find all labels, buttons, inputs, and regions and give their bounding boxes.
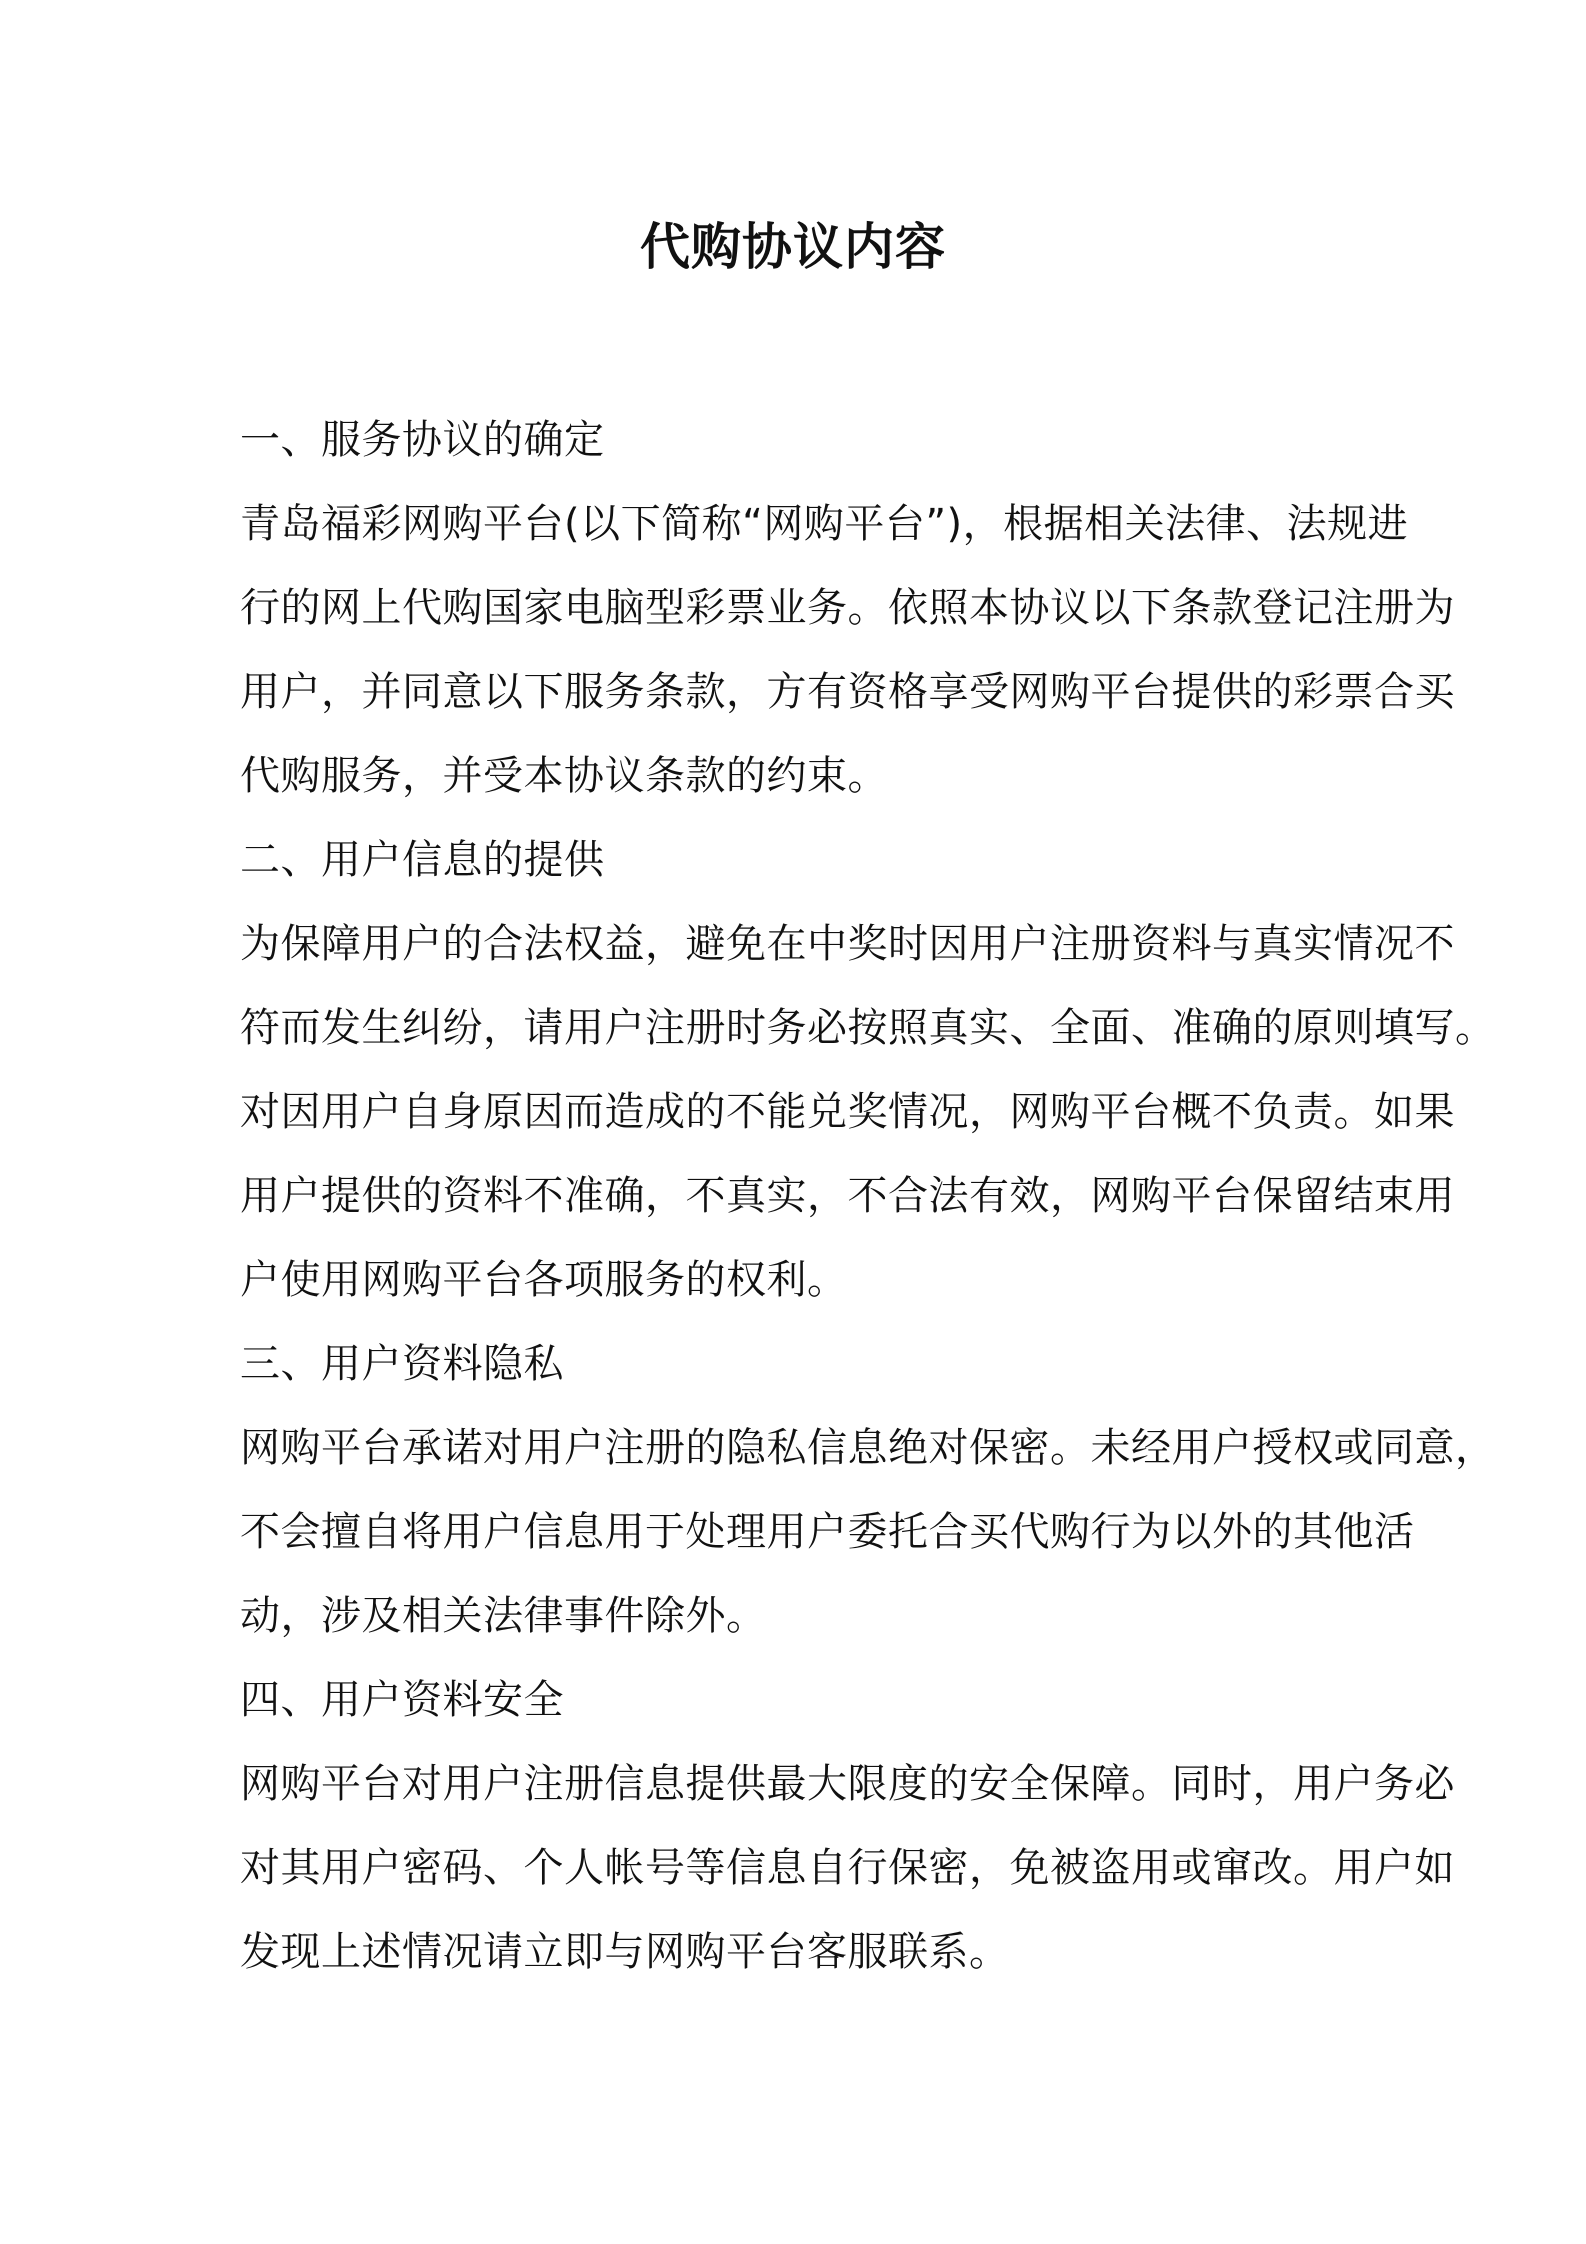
paragraph-line: 网购平台承诺对用户注册的隐私信息绝对保密。未经用户授权或同意， bbox=[240, 1425, 1496, 1471]
paragraph-line: 发现上述情况请立即与网购平台客服联系。 bbox=[240, 1929, 1010, 1975]
paragraph-line: 动，涉及相关法律事件除外。 bbox=[240, 1593, 767, 1639]
section-user-privacy bbox=[240, 1322, 1496, 1658]
paragraph-line: 为保障用户的合法权益，避免在中奖时因用户注册资料与真实情况不 bbox=[240, 921, 1455, 967]
paragraph-line: 户使用网购平台各项服务的权利。 bbox=[240, 1257, 848, 1303]
paragraph-line: 网购平台对用户注册信息提供最大限度的安全保障。同时，用户务必 bbox=[240, 1761, 1455, 1807]
section-heading: 一、服务协议的确定 bbox=[240, 417, 605, 463]
document-body bbox=[240, 398, 1496, 1994]
paragraph-line: 用户提供的资料不准确，不真实，不合法有效，网购平台保留结束用 bbox=[240, 1173, 1455, 1219]
paragraph-line: 行的网上代购国家电脑型彩票业务。依照本协议以下条款登记注册为 bbox=[240, 585, 1455, 631]
section-heading: 三、用户资料隐私 bbox=[240, 1341, 564, 1387]
paragraph-line: 对其用户密码、个人帐号等信息自行保密，免被盗用或窜改。用户如 bbox=[240, 1845, 1455, 1891]
section-service-agreement bbox=[240, 398, 1455, 818]
paragraph-line: 符而发生纠纷，请用户注册时务必按照真实、全面、准确的原则填写。 bbox=[240, 1005, 1496, 1051]
section-heading: 四、用户资料安全 bbox=[240, 1677, 564, 1723]
section-heading: 二、用户信息的提供 bbox=[240, 837, 605, 883]
document-title: 代购协议内容 bbox=[640, 218, 946, 276]
paragraph-line: 不会擅自将用户信息用于处理用户委托合买代购行为以外的其他活 bbox=[240, 1509, 1415, 1555]
section-user-info bbox=[240, 818, 1496, 1322]
paragraph-line: 青岛福彩网购平台(以下简称“网购平台”)，根据相关法律、法规进 bbox=[240, 501, 1409, 547]
section-user-security bbox=[240, 1658, 1455, 1994]
paragraph-line: 代购服务，并受本协议条款的约束。 bbox=[240, 753, 888, 799]
paragraph-line: 对因用户自身原因而造成的不能兑奖情况，网购平台概不负责。如果 bbox=[240, 1089, 1455, 1135]
paragraph-line: 用户，并同意以下服务条款，方有资格享受网购平台提供的彩票合买 bbox=[240, 669, 1455, 715]
